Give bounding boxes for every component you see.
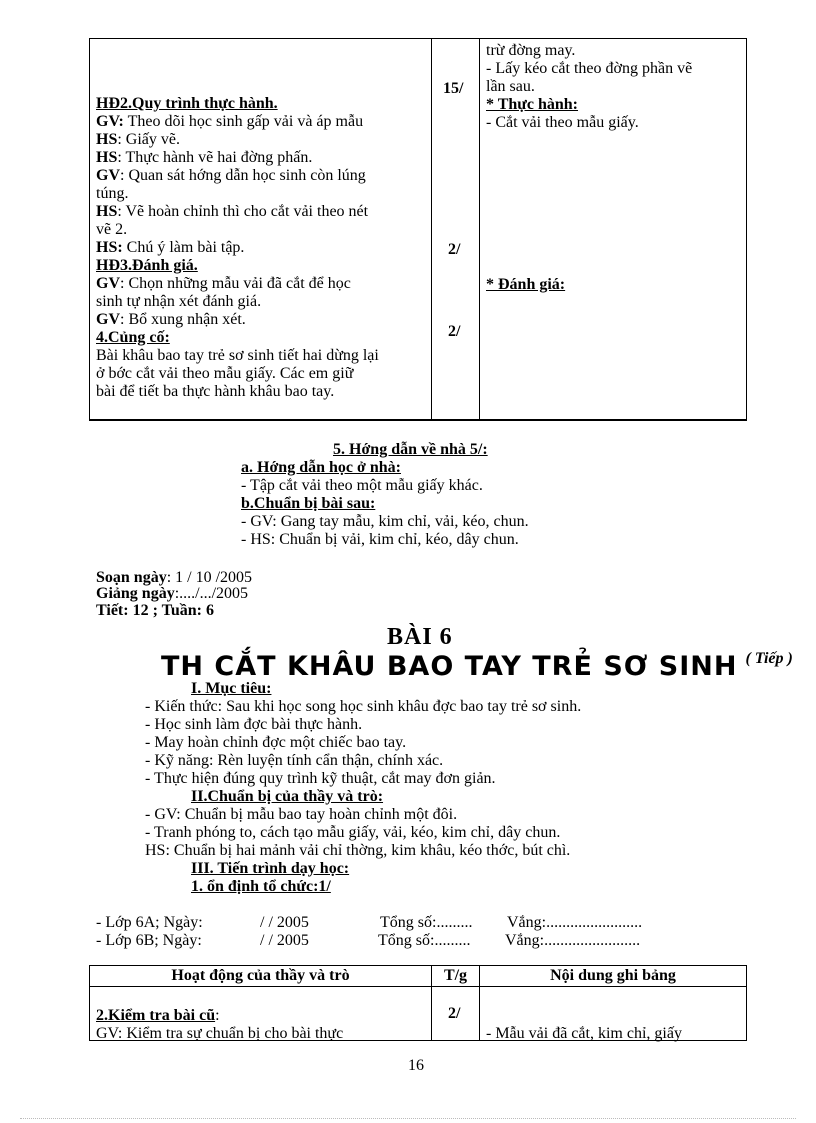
time-cell: 2/ [448,1005,461,1022]
column-header: Nội dung ghi bảng [550,967,676,984]
section-heading: 4.Củng cố: [96,329,170,346]
table-row: HS: Thực hành vẽ hai đờng phấn. [96,149,313,166]
list-item: - May hoàn chỉnh đợc một chiếc bao tay. [145,734,407,751]
page-border-dots [20,1118,796,1119]
table-row: túng. [96,185,129,202]
lesson-title: BÀI 6 [387,624,453,650]
section-heading: HĐ3.Đánh giá. [96,257,198,274]
section-heading: 1. ổn định tổ chức:1/ [191,878,331,895]
homework-title: 5. Hớng dẫn về nhà 5/: [333,441,488,458]
page-number: 16 [408,1057,424,1074]
table-row: GV: Quan sát hớng dẫn học sinh còn lúng [96,167,366,184]
list-item: - GV: Chuẩn bị mẫu bao tay hoàn chỉnh một đôi. [145,806,458,823]
table-row: GV: Bổ xung nhận xét. [96,311,246,328]
practice-heading: * Thực hành: [486,96,579,113]
section-heading: II.Chuẩn bị của thầy và trò: [191,788,384,805]
prep-list [145,806,570,860]
time-cell: 2/ [448,241,461,258]
table-row: Bài khâu bao tay trẻ sơ sinh tiết hai dừng lại [96,347,379,364]
time-cell: 2/ [448,323,461,340]
list-item: - Kiến thức: Sau khi học song học sinh khâu đợc bao tay trẻ sơ sinh. [145,698,582,715]
table-row: HS: Chú ý làm bài tập. [96,239,245,256]
goals-list [145,698,581,788]
table-row: GV: Chọn những mẫu vải đã cắt để học [96,275,351,292]
class-row: - Lớp 6B; Ngày: / / 2005 Tổng số:......... Vắng:........................ [96,932,641,949]
table-row: bài để tiết ba thực hành khâu bao tay. [96,383,335,400]
section-heading: I. Mục tiêu: [191,680,272,697]
list-item: HS: Chuẩn bị hai mảnh vải chỉ thờng, kim khâu, kéo thớc, bút chì. [145,842,571,859]
bottom-table-right-cell: - Mẫu vải đã cắt, kim chỉ, giấy [486,1025,682,1042]
column-header: Hoạt động của thầy và trò [171,967,350,984]
table-row: HS: Vẽ hoàn chỉnh thì cho cắt vải theo nét [96,203,369,220]
table-row: GV: Theo dõi học sinh gấp vải và áp mẫu [96,113,364,130]
section-heading: III. Tiến trình dạy học: [191,860,350,877]
lesson-subtitle: TH CẮT KHÂU BAO TAY TRẺ SƠ SINH [161,651,738,682]
list-item: - Học sinh làm đợc bài thực hành. [145,716,363,733]
class-row: - Lớp 6A; Ngày: / / 2005 Tổng số:......... Vắng:........................ [96,914,643,931]
table-row: ở bớc cắt vải theo mẫu giấy. Các em giữ [96,365,354,382]
lesson-subtitle-note: ( Tiếp ) [745,650,793,667]
lesson-subtitle-row [161,651,793,682]
table-row: sinh tự nhận xét đánh giá. [96,293,262,310]
list-item: - Kỹ năng: Rèn luyện tính cẩn thận, chính xác. [145,752,444,769]
top-table-left-column [96,95,426,401]
section-heading: HĐ2.Quy trình thực hành. [96,95,278,112]
column-header: T/g [443,967,468,984]
top-table-right-column: trừ đờng may. - Lấy kéo cắt theo đờng phần vẽ lần sau. * Thực hành: - Cắt vải theo mẫu giấy. [486,42,744,132]
homework-block: a. Hớng dẫn học ở nhà: - Tập cắt vải theo một mẫu giấy khác. b.Chuẩn bị bài sau: - GV: Gang tay mẫu, kim chỉ, vải, kéo, chun. - HS: Chuẩn bị vải, kim chỉ, kéo, dây chun. [241,459,529,548]
evaluation-heading: * Đánh giá: [486,276,566,293]
list-item: - Tranh phóng to, cách tạo mẫu giấy, vải, kéo, kim chỉ, dây chun. [145,824,561,841]
table-row: vẽ 2. [96,221,128,238]
time-cell: 15/ [443,80,464,97]
table-row: HS: Giấy vẽ. [96,131,180,148]
lesson-meta: Soạn ngày: 1 / 10 /2005 Giảng ngày:..../.../2005 Tiết: 12 ; Tuần: 6 [96,569,253,619]
list-item: - Thực hiện đúng quy trình kỹ thuật, cắt may đơn giản. [145,770,496,787]
bottom-table-left-cell: 2.Kiểm tra bài cũ: GV: Kiểm tra sự chuẩn bị cho bài thực [96,1007,344,1042]
